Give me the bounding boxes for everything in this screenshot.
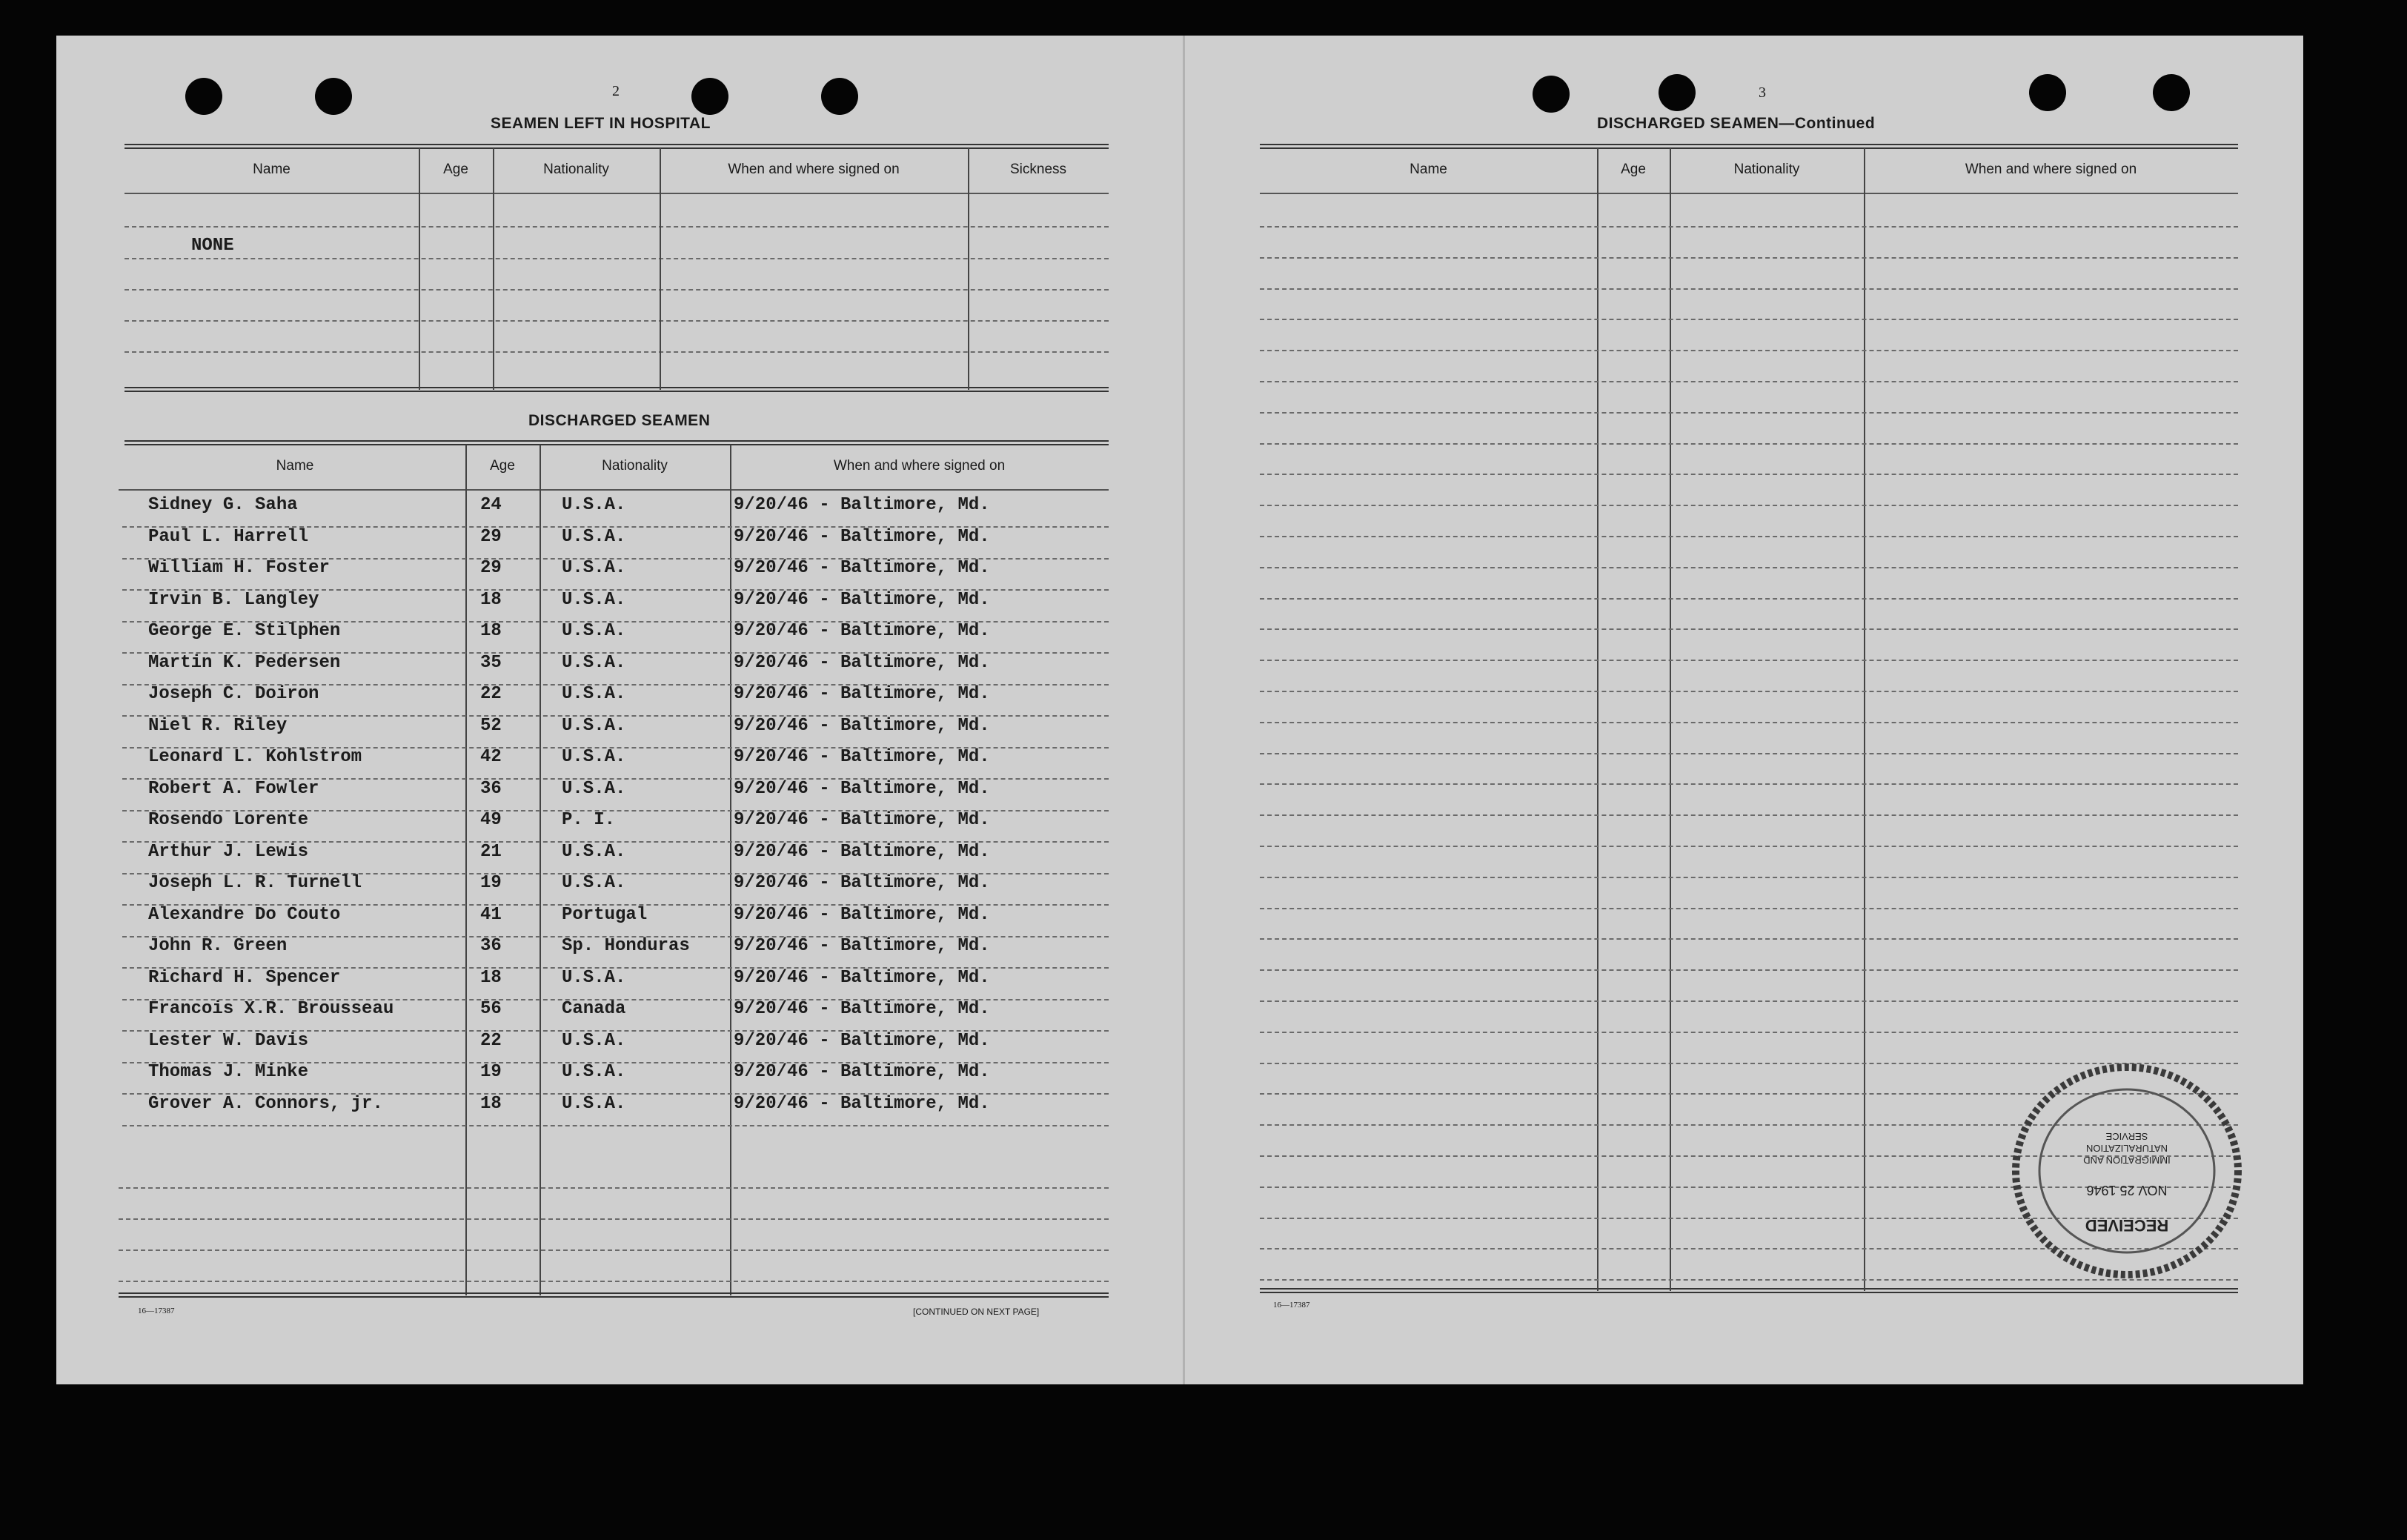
right-row-rule [1260,814,2238,816]
row-name: Martin K. Pedersen [148,652,341,673]
page-fold [1183,36,1185,1384]
row-age: 36 [480,778,502,799]
empty-row-rule [119,1218,1109,1220]
row-age: 22 [480,684,502,704]
row-name: Francois X.R. Brousseau [148,999,394,1019]
hospital-header-name: Name [253,162,290,177]
right-row-rule [1260,536,2238,537]
stamp-line-date: NOV 25 1946 [2086,1183,2168,1198]
row-name: William H. Foster [148,558,330,578]
right-row-rule [1260,598,2238,600]
row-age: 56 [480,999,502,1019]
discharged-header-nationality: Nationality [602,458,668,474]
discharged-header-rule [119,489,1109,491]
row-name: John R. Green [148,936,288,956]
row-name: Robert A. Fowler [148,778,319,799]
row-age: 18 [480,589,502,610]
discharged-table-bottom-rule [119,1292,1109,1298]
punch-hole [691,78,728,115]
row-nationality: U.S.A. [562,621,626,641]
row-signed-on: 9/20/46 - Baltimore, Md. [734,967,990,988]
hospital-row-rule [124,289,1109,291]
row-name: Alexandre Do Couto [148,904,341,925]
right-row-rule [1260,969,2238,971]
row-nationality: Sp. Honduras [562,936,690,956]
discharged-header-age: Age [490,458,515,474]
row-name: Richard H. Spencer [148,967,341,988]
hospital-header-sickness: Sickness [1009,162,1067,177]
right-row-rule [1260,226,2238,228]
stamp-ring-icon [2008,1060,2245,1282]
stamp-line-received: RECEIVED [2085,1216,2169,1235]
row-age: 24 [480,495,502,515]
row-name: Lester W. Davis [148,1030,309,1051]
row-signed-on: 9/20/46 - Baltimore, Md. [734,715,990,736]
row-name: George E. Stilphen [148,621,341,641]
hospital-row-rule [124,226,1109,228]
right-row-rule [1260,722,2238,723]
row-nationality: U.S.A. [562,1030,626,1051]
row-age: 18 [480,967,502,988]
discharged-table-top-rule [124,440,1109,445]
row-nationality: Canada [562,999,626,1019]
row-nationality: Portugal [562,904,648,925]
row-age: 41 [480,904,502,925]
right-table-top-rule [1260,144,2238,149]
row-age: 21 [480,841,502,862]
hospital-table-top-rule [124,144,1109,149]
discharged-header-name: Name [276,458,314,474]
row-nationality: U.S.A. [562,967,626,988]
row-age: 36 [480,936,502,956]
right-row-rule [1260,1032,2238,1033]
row-age: 18 [480,621,502,641]
continued-note: [CONTINUED ON NEXT PAGE] [913,1307,1040,1317]
hospital-col-divider [493,148,494,390]
row-nationality: U.S.A. [562,1093,626,1114]
empty-row-rule [119,1281,1109,1282]
row-signed-on: 9/20/46 - Baltimore, Md. [734,999,990,1019]
row-nationality: U.S.A. [562,1062,626,1082]
punch-hole [2029,74,2066,111]
right-header-nationality: Nationality [1733,162,1800,177]
punch-hole [1533,76,1570,113]
row-signed-on: 9/20/46 - Baltimore, Md. [734,873,990,893]
hospital-col-divider [419,148,420,390]
row-name: Joseph C. Doiron [148,684,319,704]
hospital-header-rule [124,193,1109,194]
row-nationality: U.S.A. [562,747,626,767]
right-row-rule [1260,783,2238,785]
row-signed-on: 9/20/46 - Baltimore, Md. [734,778,990,799]
row-signed-on: 9/20/46 - Baltimore, Md. [734,904,990,925]
form-code-left: 16—17387 [138,1307,175,1315]
hospital-table-bottom-rule [124,387,1109,392]
empty-row-rule [119,1249,1109,1251]
row-signed-on: 9/20/46 - Baltimore, Md. [734,621,990,641]
hospital-col-divider [968,148,969,390]
right-header-rule [1260,193,2238,194]
punch-hole [185,78,222,115]
row-age: 22 [480,1030,502,1051]
row-age: 49 [480,810,502,830]
right-row-rule [1260,288,2238,290]
row-signed-on: 9/20/46 - Baltimore, Md. [734,589,990,610]
discharged-col-divider [465,445,467,1295]
row-nationality: U.S.A. [562,778,626,799]
punch-hole [2153,74,2190,111]
row-age: 52 [480,715,502,736]
right-row-rule [1260,443,2238,445]
discharged-col-divider [540,445,541,1295]
row-nationality: U.S.A. [562,715,626,736]
hospital-entry: NONE [191,236,234,256]
document-sheet [56,36,2303,1384]
right-table-bottom-rule [1260,1288,2238,1293]
row-age: 35 [480,652,502,673]
row-name: Thomas J. Minke [148,1062,309,1082]
row-signed-on: 9/20/46 - Baltimore, Md. [734,936,990,956]
right-row-rule [1260,691,2238,692]
right-row-rule [1260,381,2238,382]
row-nationality: P. I. [562,810,616,830]
hospital-row-rule [124,351,1109,353]
row-name: Rosendo Lorente [148,810,309,830]
right-row-rule [1260,908,2238,909]
right-row-rule [1260,753,2238,754]
right-row-rule [1260,505,2238,506]
row-nationality: U.S.A. [562,652,626,673]
hospital-section-title: SEAMEN LEFT IN HOSPITAL [491,115,711,132]
row-nationality: U.S.A. [562,873,626,893]
right-row-rule [1260,660,2238,661]
punch-hole [1659,74,1696,111]
punch-hole [315,78,352,115]
row-rule [122,1125,1109,1126]
empty-row-rule [119,1187,1109,1189]
row-nationality: U.S.A. [562,841,626,862]
row-name: Leonard L. Kohlstrom [148,747,362,767]
hospital-col-divider [660,148,661,390]
row-signed-on: 9/20/46 - Baltimore, Md. [734,810,990,830]
row-age: 19 [480,873,502,893]
row-signed-on: 9/20/46 - Baltimore, Md. [734,1093,990,1114]
right-row-rule [1260,474,2238,475]
page-number-right: 3 [1759,84,1766,101]
right-row-rule [1260,257,2238,259]
row-signed-on: 9/20/46 - Baltimore, Md. [734,841,990,862]
right-row-rule [1260,628,2238,630]
right-row-rule [1260,350,2238,351]
row-name: Irvin B. Langley [148,589,319,610]
hospital-header-nationality: Nationality [543,162,609,177]
stamp-line-agency: IMMIGRATION AND NATURALIZATION SERVICE [2083,1131,2171,1166]
hospital-header-age: Age [443,162,468,177]
right-row-rule [1260,319,2238,320]
row-signed-on: 9/20/46 - Baltimore, Md. [734,1030,990,1051]
right-header-name: Name [1410,162,1447,177]
hospital-row-rule [124,320,1109,322]
row-age: 18 [480,1093,502,1114]
page-number-left: 2 [612,83,620,99]
hospital-header-signed-on: When and where signed on [728,162,900,177]
row-name: Niel R. Riley [148,715,288,736]
row-name: Joseph L. R. Turnell [148,873,362,893]
right-header-signed-on: When and where signed on [1965,162,2137,177]
hospital-row-rule [124,258,1109,259]
right-row-rule [1260,877,2238,878]
right-row-rule [1260,1000,2238,1002]
row-signed-on: 9/20/46 - Baltimore, Md. [734,526,990,547]
right-row-rule [1260,846,2238,847]
row-signed-on: 9/20/46 - Baltimore, Md. [734,558,990,578]
row-signed-on: 9/20/46 - Baltimore, Md. [734,1062,990,1082]
row-nationality: U.S.A. [562,589,626,610]
right-section-title: DISCHARGED SEAMEN—Continued [1597,115,1876,132]
row-signed-on: 9/20/46 - Baltimore, Md. [734,684,990,704]
discharged-header-signed-on: When and where signed on [833,458,1006,474]
form-code-right: 16—17387 [1273,1301,1310,1310]
discharged-col-divider [730,445,731,1295]
punch-hole [821,78,858,115]
row-signed-on: 9/20/46 - Baltimore, Md. [734,747,990,767]
row-nationality: U.S.A. [562,684,626,704]
right-row-rule [1260,412,2238,414]
row-age: 29 [480,558,502,578]
row-nationality: U.S.A. [562,558,626,578]
row-name: Grover A. Connors, jr. [148,1093,383,1114]
row-name: Arthur J. Lewis [148,841,309,862]
discharged-section-title: DISCHARGED SEAMEN [528,412,711,429]
right-row-rule [1260,567,2238,568]
received-stamp [2008,1060,2245,1282]
row-nationality: U.S.A. [562,526,626,547]
row-signed-on: 9/20/46 - Baltimore, Md. [734,495,990,515]
row-name: Sidney G. Saha [148,495,298,515]
row-age: 29 [480,526,502,547]
right-header-age: Age [1621,162,1646,177]
row-nationality: U.S.A. [562,495,626,515]
row-age: 42 [480,747,502,767]
row-age: 19 [480,1062,502,1082]
right-row-rule [1260,938,2238,940]
row-name: Paul L. Harrell [148,526,309,547]
row-signed-on: 9/20/46 - Baltimore, Md. [734,652,990,673]
